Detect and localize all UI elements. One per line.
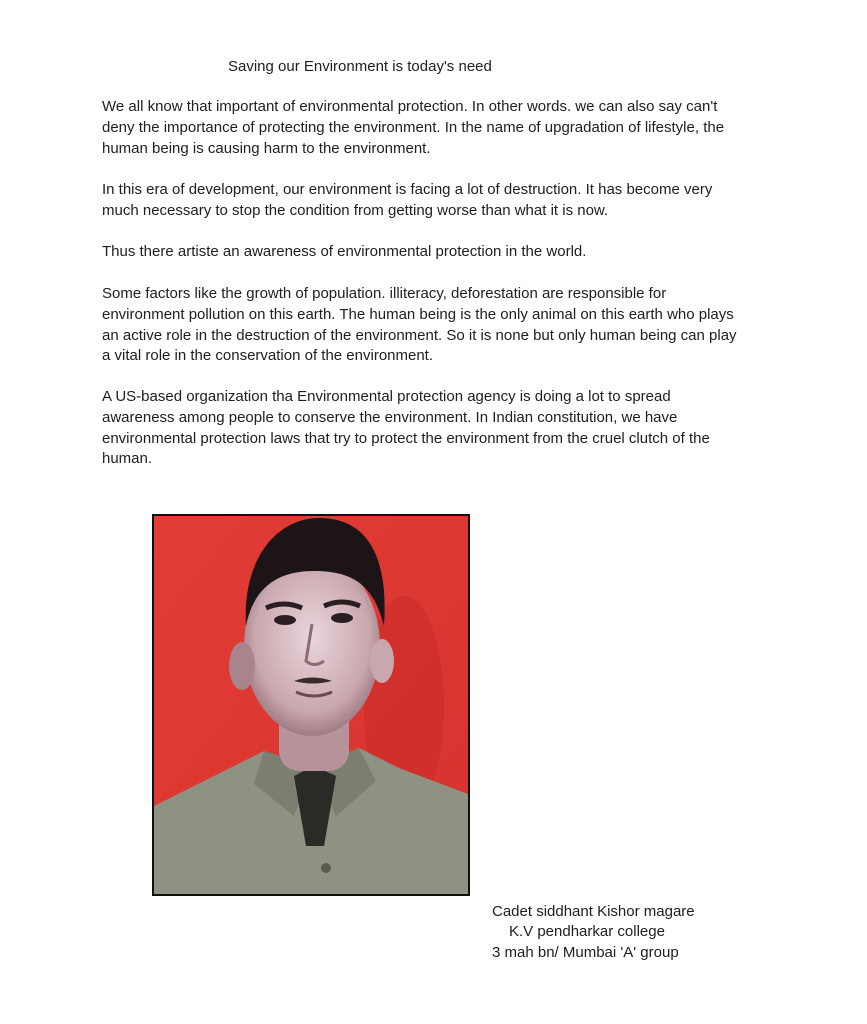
right-eye (331, 613, 353, 623)
paragraph-line: We all know that important of environmental protection. In other words. we can also say can't (102, 98, 718, 115)
signature-unit: 3 mah bn/ Mumbai 'A' group (492, 944, 679, 961)
paragraph-line: awareness among people to conserve the environment. In Indian constitution, we have (102, 408, 678, 426)
left-ear (229, 642, 255, 690)
paragraph-development (102, 180, 782, 222)
paragraph-line: A US-based organization tha Environmental protection agency is doing a lot to spread (102, 388, 671, 405)
paragraph-line: In this era of development, our environment is facing a lot of destruction. It has become very (102, 181, 713, 198)
paragraph-line: much necessary to stop the condition from getting worse than what it is now. (102, 201, 609, 219)
paragraph-organization (102, 387, 782, 470)
paragraph-line: Thus there artiste an awareness of environmental protection in the world. (102, 243, 587, 260)
paragraph-line: environment pollution on this earth. The human being is the only animal on this earth who plays (102, 305, 734, 323)
left-eye (274, 615, 296, 625)
document-title: Saving our Environment is today's need (228, 58, 492, 75)
signature-name: Cadet siddhant Kishor magare (492, 903, 695, 920)
portrait-illustration (154, 516, 468, 894)
paragraph-importance (102, 97, 782, 159)
paragraph-line: human being is causing harm to the environment. (102, 139, 431, 157)
paragraph-factors (102, 284, 782, 367)
shirt-button (321, 863, 331, 873)
cadet-portrait-photo (152, 514, 470, 896)
signature-college: K.V pendharkar college (509, 923, 665, 940)
paragraph-line: deny the importance of protecting the environment. In the name of upgradation of lifestyle, the (102, 118, 725, 136)
paragraph-line: Some factors like the growth of population. illiteracy, deforestation are responsible for (102, 285, 667, 302)
paragraph-awareness (102, 242, 782, 263)
right-ear (370, 639, 394, 683)
paragraph-line: an active role in the destruction of the environment. So it is none but only human being can play (102, 326, 737, 344)
paragraph-line: environmental protection laws that try to protect the environment from the cruel clutch of the (102, 429, 710, 447)
paragraph-line: human. (102, 450, 153, 468)
paragraph-line: a vital role in the conservation of the environment. (102, 347, 434, 365)
